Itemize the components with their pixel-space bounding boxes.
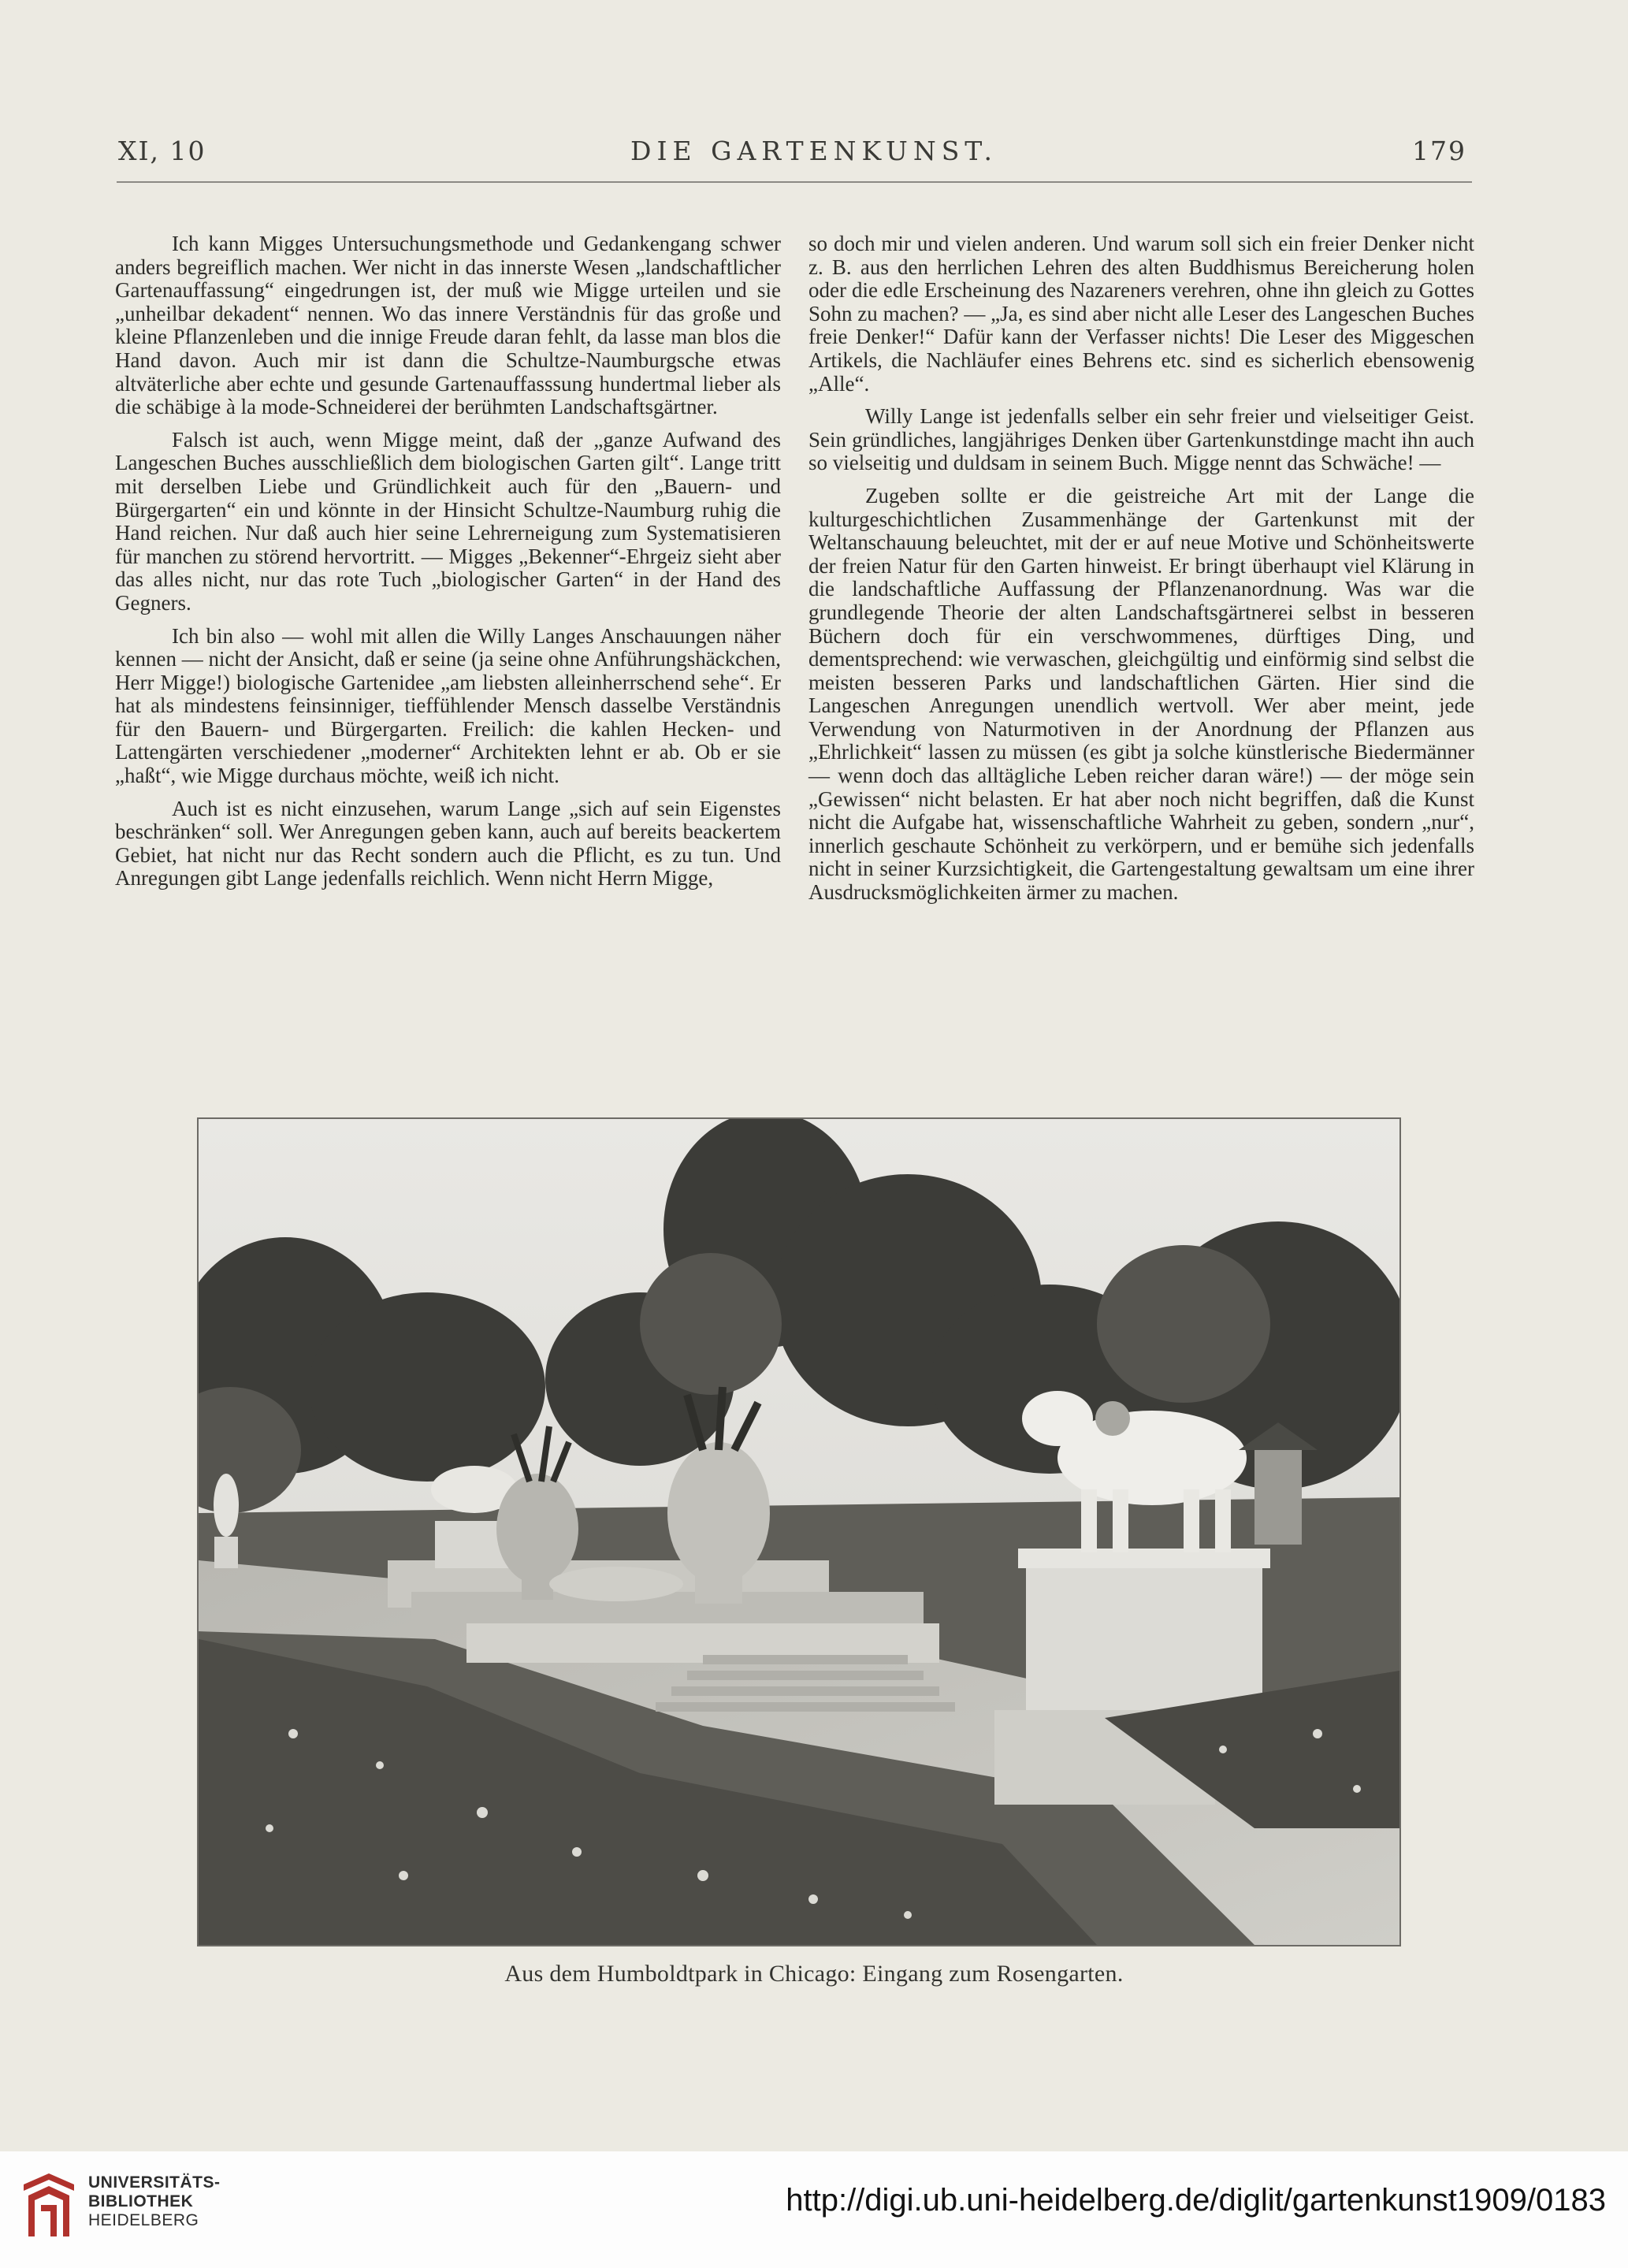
paragraph: Ich bin also — wohl mit allen die Willy Langes Anschauungen näher kennen — nicht der Ansicht, daß er seine (ja seine ohne Anführungshäckchen, Herr Migge!) biologische Gartenidee „am liebsten alleinherrschend sehe“. Er hat als mindestens feinsinniger, tieffühlender Mensch dasselbe Verständnis für den Bauern- und Bürgergarten. Freilich: die kahlen Hecken- und Lattengärten verschiedener „moderner“ Architekten lehnt er ab. Ob er sie „haßt“, wie Migge durchaus möchte, weiß ich nicht.: [115, 623, 781, 788]
text-column-left: [115, 232, 781, 900]
page-number: 179: [1412, 136, 1466, 166]
text-column-right: [808, 232, 1474, 914]
photo-illustration: [199, 1119, 1399, 1945]
park-photograph: [197, 1117, 1401, 1946]
paragraph: Zugeben sollte er die geistreiche Art mit der Lange die kulturgeschichtlichen Zusammenhänge der Gartenkunst mit der Weltanschauung beleuchtet, mit der er auf neue Motive und Schönheitswerte der freien Natur für den Garten hinweist. Er bringt überhaupt viel Klärung in die landschaftliche Auffassung der Pflanzenanordnung. Was war die grundlegende Theorie der alten Landschaftsgärtnerei selbst in besseren Büchern doch für ein verschwommenes, dürftiges Ding, und dementsprechend: wie verwaschen, gleichgültig und einförmig sind selbst die meisten besseren Parks und landschaftlichen Gärten. Hier sind die Langeschen Anregungen unendlich wertvoll. Wer aber meint, jede Verwendung von Naturmotiven in der Anordnung der Pflanzen aus „Ehrlichkeit“ lassen zu müssen (es gibt ja solche künstlerische Biedermänner — wenn doch das alltägliche Leben reicher daran wäre!) — der möge sein „Gewissen“ nicht belasten. Er hat aber noch nicht begriffen, daß die Kunst nicht die Aufgabe hat, wissenschaftliche Wahrheit zu geben, sondern „nur“, innerlich geschaute Schönheit zu verkörpern, und er bemühe sich jedenfalls nicht in seiner Kurzsichtigkeit, die Gartengestaltung gewaltsam um eine ihrer Ausdrucksmöglichkeiten ärmer zu machen.: [808, 483, 1474, 905]
volume-issue-label: XI, 10: [118, 136, 206, 166]
library-name-line: UNIVERSITÄTS-: [88, 2173, 221, 2192]
journal-title: DIE GARTENKUNST.: [630, 136, 998, 166]
library-name-line: BIBLIOTHEK: [88, 2192, 194, 2210]
source-url-link[interactable]: http://digi.ub.uni-heidelberg.de/diglit/gartenkunst1909/0183: [786, 2183, 1606, 2218]
paragraph: Falsch ist auch, wenn Migge meint, daß der „ganze Aufwand des Langeschen Buches ausschließlich dem biologischen Garten gilt“. Lange tritt mit derselben Liebe und Gründlichkeit auch für den „Bauern- und Bürgergarten“ ein und könnte in der Hinsicht Schultze-Naumburg ruhig die Hand reichen. Nur daß auch hier seine Lehrerneigung zum Systematisieren für manchen zu störend hervortritt. — Migges „Bekenner“-Ehrgeiz sieht aber das alles nicht, nur das rote Tuch „biologischer Garten“ in der Hand des Gegners.: [115, 427, 781, 615]
paragraph: Auch ist es nicht einzusehen, warum Lange „sich auf sein Eigenstes beschränken“ soll. Wer Anregungen geben kann, auch auf bereits beackertem Gebiet, hat nicht nur das Recht sondern auch die Pflicht, es zu tun. Und Anregungen gibt Lange jedenfalls reichlich. Wenn nicht Herrn Migge,: [115, 796, 781, 890]
paragraph: Ich kann Migges Untersuchungsmethode und Gedankengang schwer anders begreiflich machen. Wer nicht in das innerste Wesen „landschaftlicher Gartenauffassung“ eingedrungen ist, der muß wie Migge urteilen und sie „unheilbar dekadent“ nennen. Wo das innere Verständnis für das große und kleine Pflanzenleben und die innige Freude daran fehlt, da lasse man blos die Hand davon. Auch mir ist dann die Schultze-Naumburgsche etwas altväterliche aber echte und gesunde Gartenauffasssung hundertmal lieber als die schäbige à la mode-Schneiderei der berühmten Landschaftsgärtner.: [115, 232, 781, 419]
library-name-line: HEIDELBERG: [88, 2211, 199, 2229]
paragraph: Willy Lange ist jedenfalls selber ein sehr freier und vielseitiger Geist. Sein gründliches, langjähriges Denken über Gartenkunstdinge macht ihn auch so vielseitig und duldsam in seinem Buch. Migge nennt das Schwäche! —: [808, 404, 1474, 475]
library-logo-icon: [17, 2169, 80, 2248]
header-rule: [117, 181, 1472, 183]
figure-caption: Aus dem Humboldtpark in Chicago: Eingang zum Rosengarten.: [504, 1961, 1124, 1987]
library-name: [88, 2173, 221, 2230]
paragraph: so doch mir und vielen anderen. Und warum soll sich ein freier Denker nicht z. B. aus den herrlichen Lehren des alten Buddhismus Bereicherung holen oder die edle Erscheinung des Nazareners verehren, ohne ihn gleich zu Gottes Sohn zu machen? — „Ja, es sind aber nicht alle Leser des Langeschen Buches freie Denker!“ Dafür kann der Verfasser nichts! Die Leser des Miggeschen Artikels, die Nachläufer eines Behrens etc. sind es sicherlich ebensowenig „Alle“.: [808, 232, 1474, 396]
